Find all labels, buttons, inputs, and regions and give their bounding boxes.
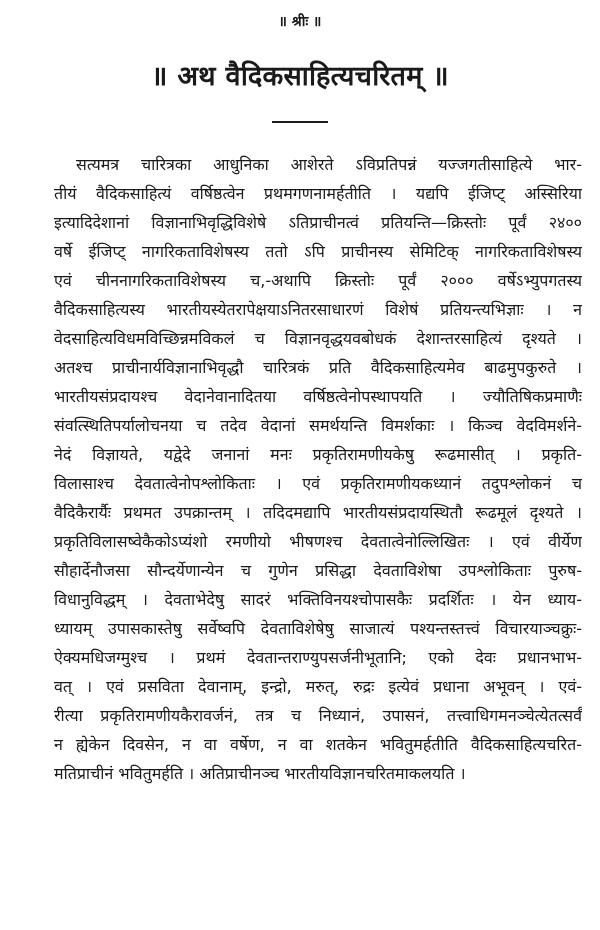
body-paragraph bbox=[54, 150, 582, 788]
text-line: वैदिकैरार्यैः प्रथमत उपक्रान्तम् । तदिदमद्यापि भारतीयसंप्रदायस्थितौ रूढमूलं दृश्यते । bbox=[54, 503, 582, 522]
text-line: रीत्या प्रकृतिरामणीयकैराव‍र्जनं, तत्र च निध्यानं, उपासनं, तत्त्वाधिगमनञ्चेत्येतत्सर्वं bbox=[54, 706, 582, 725]
text-line: सत्यमत्र चारित्रका आधुनिका आशेरते ऽविप्रतिपन्नं यज्जगतीसाहित्ये भार- bbox=[76, 155, 582, 174]
text-line: संवत्स्थितिपर्यालोचनया च तदेव वेदानां समर्थयन्ति विमर्शकाः । किञ्च वेदविमर्शने- bbox=[54, 416, 582, 435]
text-line: वेदसाहित्यविधमविच्छिन्नमविकलं च विज्ञानवृद्धयवबोधकं देशान्तरसाहित्यं दृश्यते । bbox=[54, 329, 582, 348]
text-line: विधानुविद्धम् । देवताभेदेषु सादरं भक्तिविनयश्चोपासकैः प्रदर्शितः । येन ध्याय- bbox=[54, 590, 582, 609]
text-line: ऐक्यमधिजग्मुश्च । प्रथमं देवतान्तराण्युपसर्जनीभूतानि; एको देवः प्रधानभाभ- bbox=[54, 648, 582, 667]
text-line: न ह्येकेन दिवसेन, न वा वर्षेण, न वा शतकेन भवितुमर्हतीति वैदिकसाहित्यचरित- bbox=[54, 735, 582, 754]
text-line: प्रकृतिविलासष्वेकैकोऽप्यंशो रमणीयो भीषणश्च देवतात्वेनोल्लिखितः । एवं वीर्येण bbox=[54, 532, 582, 551]
text-line: एवं चीननागरिकताविशेषस्य च,-अथापि क्रिस्तोः पूर्वं २००० वर्षेऽभ्युपगतस्य bbox=[54, 271, 582, 290]
text-line: भारतीयसंप्रदायश्च वेदानेवानादितया वर्षिष्ठत्वेनोपस्थापयति । ज्यौतिषिकप्रमाणैः bbox=[54, 387, 582, 406]
text-line: मतिप्राचीनं भवितुमर्हति । अतिप्राचीनञ्च भारतीयविज्ञानचरितमाकलयति । bbox=[54, 764, 466, 783]
text-line: तीयं वैदिकसाहित्यं वर्षिष्ठत्वेन प्रथमगणनामर्हतीति । यद्यपि ईजिप्ट् अस्सिरिया bbox=[54, 184, 582, 203]
text-line: वर्षे ईजिप्ट् नागरिकताविशेषस्य ततो ऽपि प्राचीनस्य सेमिटिक् नागरिकताविशेषस्य bbox=[54, 242, 582, 261]
text-line: ध्यायम् उपासकास्तेषु सर्वेष्वपि देवताविशेषेषु साजात्यं पश्यन्तस्तत्त्वं विचारयाञ्चक्रुः- bbox=[54, 619, 582, 638]
text-line: इत्यादिदेशानां विज्ञानाभिवृद्धिविशेषे ऽतिप्राचीनत्वं प्रतियन्ति—क्रिस्तोः पूर्वं २४०० bbox=[54, 213, 582, 232]
text-line: नेदं विज्ञायते, यद्वेदे जनानां मनः प्रकृतिरामणीयकेषु रूढमासीत् । प्रकृति- bbox=[54, 445, 582, 464]
chapter-title: ॥ अथ वैदिकसाहित्यचरितम् ॥ bbox=[151, 61, 449, 92]
text-line: सौहार्देनौजसा सौन्दर्येणान्येन च गुणेन प्रसिद्धा देवताविशेषा उपश्लोकिताः पुरुष- bbox=[54, 561, 582, 580]
text-line: वैदिकसाहित्यस्य भारतीयस्येतरापेक्षयाऽनितरसाधारणं विशेषं प्रतियन्त्यभिज्ञाः । न bbox=[54, 300, 582, 319]
invocation-shri: ॥ श्रीः ॥ bbox=[278, 14, 322, 30]
text-line: वत् । एवं प्रसविता देवानाम्, इन्द्रो, मरुत्, रुद्रः इत्येवं प्रधाना अभूवन् । एवं- bbox=[54, 677, 582, 696]
title-divider bbox=[272, 121, 328, 123]
text-line: अतश्च प्राचीनार्यविज्ञानाभिवृद्धौ चारित्रकं प्रति वैदिकसाहित्यमेव बाढमुपकुरुते । bbox=[54, 358, 582, 377]
text-line: विलासाश्च देवतात्वेनोपश्लोकिताः । एवं प्रकृतिरामणीयकध्यानं तदुपश्लोकनं च bbox=[54, 474, 582, 493]
